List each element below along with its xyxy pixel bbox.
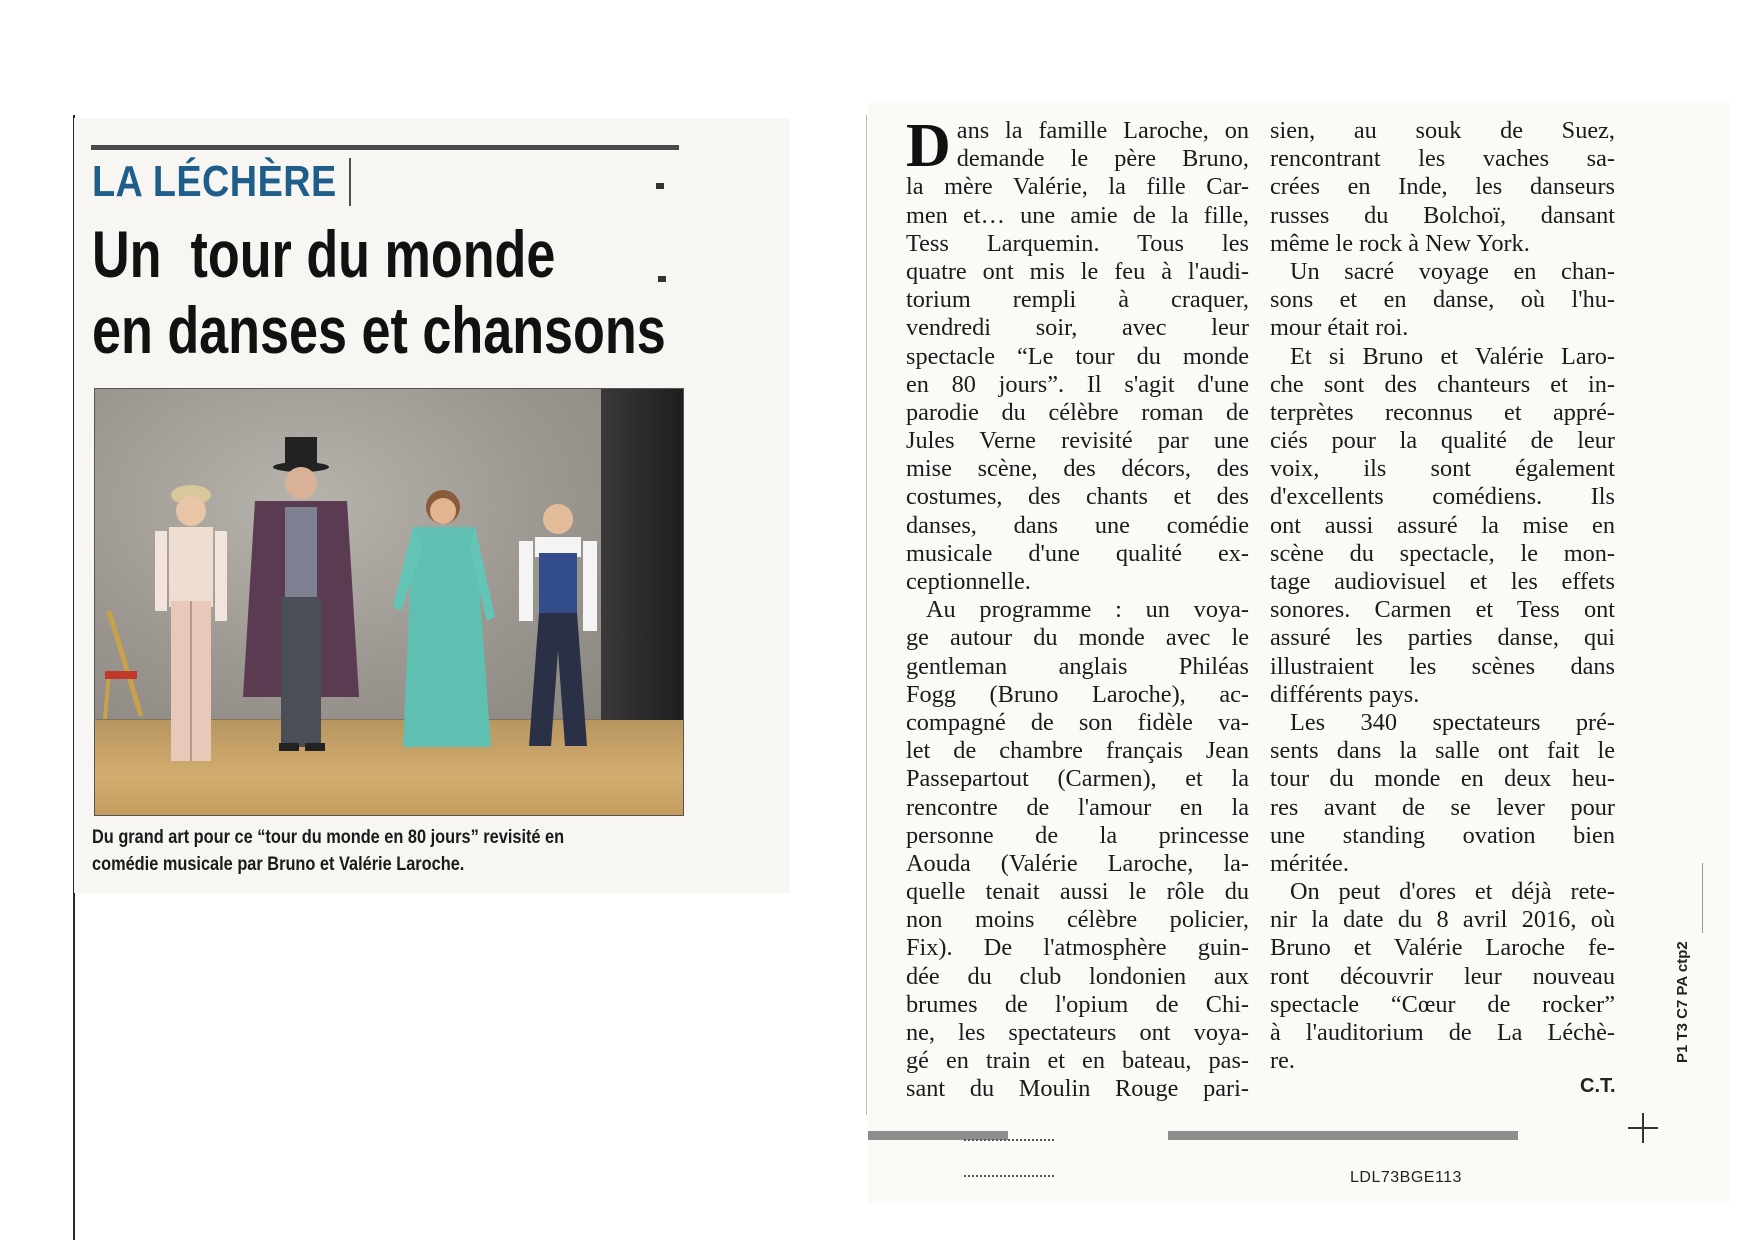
performer-figure: [383, 487, 503, 757]
article-line: Bruno et Valérie Laroche fe-: [1270, 934, 1615, 962]
article-line: d'excellents comédiens. Ils: [1270, 483, 1615, 511]
article-line: rencontrant les vaches sa-: [1270, 145, 1615, 173]
article-line: re.: [1270, 1047, 1295, 1075]
article-line: nir la date du 8 avril 2016, où: [1270, 906, 1615, 934]
performer-figure: [141, 481, 241, 771]
article-line: demande le père Bruno,: [956, 145, 1249, 173]
clipping-article: [868, 103, 1730, 1203]
clipping-headline-photo: [74, 118, 790, 893]
article-line: musicale d'une qualité ex-: [906, 539, 1249, 567]
article-line: terprètes reconnus et appré-: [1270, 398, 1615, 426]
article-line: compagné de son fidèle va-: [906, 708, 1249, 736]
article-line: ont aussi assuré la mise en: [1270, 511, 1615, 539]
article-line: let de chambre français Jean: [906, 737, 1249, 765]
headline: [92, 216, 666, 368]
article-line: différents pays.: [1270, 680, 1420, 708]
headline-line-1: Un tour du monde: [92, 217, 556, 291]
article-line: ciés pour la qualité de leur: [1270, 427, 1615, 455]
article-line: mour était roi.: [1270, 314, 1409, 342]
article-line: vendredi soir, avec leur: [906, 314, 1249, 342]
article-line: Tess Larquemin. Tous les: [906, 229, 1249, 257]
article-column-2: [1270, 117, 1615, 1075]
article-line: parodie du célèbre roman de: [906, 398, 1249, 426]
article-line: Aouda (Valérie Laroche, la-: [906, 849, 1249, 877]
article-line: scène du spectacle, le mon-: [1270, 539, 1615, 567]
article-line: non moins célèbre policier,: [906, 906, 1249, 934]
article-line: assuré les parties danse, qui: [1270, 624, 1615, 652]
performer-figure: [235, 437, 365, 767]
stage-photo: [94, 388, 684, 816]
scan-edge-line: [866, 115, 867, 1115]
article-line: illustraient les scènes dans: [1270, 652, 1615, 680]
article-line: Et si Bruno et Valérie Laro-: [1290, 342, 1615, 370]
headline-line-2: en danses et chansons: [92, 293, 666, 367]
article-line: une standing ovation bien: [1270, 821, 1615, 849]
article-line: sonores. Carmen et Tess ont: [1270, 596, 1615, 624]
article-line: Les 340 spectateurs pré-: [1290, 708, 1615, 736]
article-line: costumes, des chants et des: [906, 483, 1249, 511]
article-line: gé en train et en bateau, pas-: [906, 1047, 1249, 1075]
edge-mark: [658, 276, 666, 282]
article-line: gentleman anglais Philéas: [906, 652, 1249, 680]
article-line: sons et en danse, où l'hu-: [1270, 286, 1615, 314]
article-line: ne, les spectateurs ont voya-: [906, 1019, 1249, 1046]
article-line: la mère Valérie, la fille Car-: [906, 173, 1249, 201]
registration-tick: [1702, 863, 1703, 933]
article-line: sien, au souk de Suez,: [1270, 117, 1615, 144]
article-line: ront découvrir leur nouveau: [1270, 962, 1615, 990]
article-line: quatre ont mis le feu à l'audi-: [906, 257, 1249, 285]
article-line: sents dans la salle ont fait le: [1270, 737, 1615, 765]
article-line: brumes de l'opium de Chi-: [906, 990, 1249, 1018]
article-line: spectacle “Le tour du monde: [906, 342, 1249, 370]
article-line: Au programme : un voya-: [926, 596, 1249, 624]
article-line: che sont des chanteurs et in-: [1270, 370, 1615, 398]
article-line: dée du club londonien aux: [906, 962, 1249, 990]
article-line: sant du Moulin Rouge pari-: [906, 1075, 1249, 1103]
article-line: crées en Inde, les danseurs: [1270, 173, 1615, 201]
article-line: quelle tenait aussi le rôle du: [906, 878, 1249, 906]
caption-line-2: comédie musicale par Bruno et Valérie Laroche.: [92, 854, 465, 875]
article-line: danses, dans une comédie: [906, 511, 1249, 539]
photo-caption: [92, 824, 608, 878]
registration-dots: [964, 1139, 1054, 1177]
article-line: russes du Bolchoï, dansant: [1270, 201, 1615, 229]
article-line: rencontre de l'amour en la: [906, 793, 1249, 821]
article-line: spectacle “Cœur de rocker”: [1270, 990, 1615, 1018]
article-line: On peut d'ores et déjà rete-: [1290, 878, 1615, 906]
bottom-rule: [1168, 1131, 1518, 1140]
article-line: Un sacré voyage en chan-: [1290, 257, 1615, 285]
article-line: Fix). De l'atmosphère guin-: [906, 934, 1249, 962]
article-line: men et… une amie de la fille,: [906, 201, 1249, 229]
page-code: LDL73BGE113: [1350, 1169, 1462, 1186]
article-line: même le rock à New York.: [1270, 229, 1530, 257]
article-line: Jules Verne revisité par une: [906, 427, 1249, 455]
edge-mark: [656, 183, 664, 189]
caption-line-1: Du grand art pour ce “tour du monde en 80 jours” revisité en: [92, 827, 565, 848]
drop-cap: D: [906, 112, 951, 180]
article-line: tour du monde en deux heu-: [1270, 765, 1615, 793]
side-code: P1 T3 C7 PA ctp2: [1674, 941, 1691, 1063]
registration-cross-icon: [1628, 1113, 1658, 1143]
article-line: mise scène, des décors, des: [906, 455, 1249, 483]
article-line: en 80 jours”. Il s'agit d'une: [906, 370, 1249, 398]
section-kicker: LA LÉCHÈRE: [92, 158, 350, 206]
article-line: ceptionnelle.: [906, 568, 1031, 595]
article-line: tage audiovisuel et les effets: [1270, 568, 1615, 595]
byline: C.T.: [1580, 1075, 1616, 1097]
article-line: à l'auditorium de La Léchè-: [1270, 1019, 1615, 1046]
performer-figure: [513, 501, 603, 751]
article-line: ans la famille Laroche, on: [956, 117, 1249, 144]
article-line: res avant de se lever pour: [1270, 793, 1615, 821]
article-line: ge autour du monde avec le: [906, 624, 1249, 652]
article-line: Passepartout (Carmen), et la: [906, 765, 1249, 793]
photo-curtain: [601, 389, 683, 729]
article-line: Fogg (Bruno Laroche), ac-: [906, 680, 1249, 708]
article-line: méritée.: [1270, 849, 1349, 877]
article-line: voix, ils sont également: [1270, 455, 1615, 483]
article-line: personne de la princesse: [906, 821, 1249, 849]
top-rule: [91, 145, 679, 150]
article-column-1: [906, 112, 1249, 1104]
article-line: torium rempli à craquer,: [906, 286, 1249, 314]
